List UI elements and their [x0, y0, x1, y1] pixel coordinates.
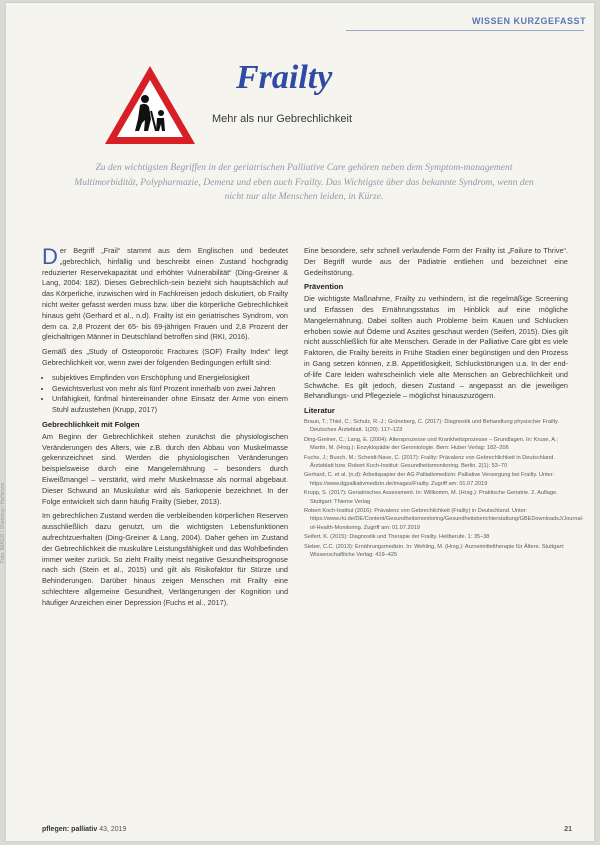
page-title: Frailty [236, 59, 333, 96]
index-paragraph: Gemäß des „Study of Osteoporotic Fractures (SOF) Frailty Index“ liegt Gebrechlichkeit vor, wenn zwei der folgenden Bedingungen erfüllt sind: [42, 347, 288, 367]
body-paragraph: Eine besondere, sehr schnell verlaufende Form der Frailty ist „Failure to Thrive“. Der Begriff wurde aus der Pädiatrie entliehen und bezeichnet eine Gedeihstörung. [304, 246, 568, 277]
reference-item: Krupp, S. (2017): Geriatrisches Assessment. In: Willkomm, M. (Hrsg.): Praktische Geriatrie. 2. Auflage. Stuttgart: Thieme Verlag [304, 490, 558, 505]
photo-credit: Foto: IMAGO / Shotshop / Heilbronn [0, 482, 6, 563]
intro-paragraph [42, 246, 288, 343]
reference-item: Seifert, K. (2015): Diagnostik und Therapie der Frailty. Heilberufe. 1: 35–38 [304, 534, 490, 541]
drop-cap: D [42, 244, 58, 269]
body-paragraph: Im gebrechlichen Zustand werden die verbleibenden körperlichen Reserven ausschließlich dazu genutzt, um die wichtigsten Lebensfunktionen aufrechtzuerhalten (Ding-Greiner & Lang, 2004). Daher gehen im Zustand der Gebrechlichkeit die muskuläre Leistungsfähigkeit und das Wohlbefinden immer weiter zurück. So zieht Frailty meist negative Gesundheitsprognose nach sich (Stein et al., 2015) und gilt als Risikofaktor für Stürze und Behinderungen. Darüber hinaus zeigen Menschen mit Frailty eine schlechtere allgemeine Gesundheit, Verlängerungen der Kognition und häufiger Anzeichen einer Depression (Fuchs et al., 2017). [42, 511, 288, 607]
criteria-item: • Gewichtsverlust von mehr als fünf Prozent innerhalb von zwei Jahren [52, 384, 288, 395]
section-label: WISSEN KURZGEFASST [471, 16, 586, 26]
right-column [304, 246, 584, 560]
reference-item: Fuchs, J.; Busch, M.; Scheidt-Nave, C. (2017): Frailty: Prävalenz von Gebrechlichkeit in Deutschland. Ärzteblatt bzw. Robert Koch-Institut: Gesundheitsmonitoring. Berlin. 2(1): 53–70 [304, 454, 555, 469]
body-paragraph: Die wichtigste Maßnahme, Frailty zu verhindern, ist die regelmäßige Screening und Erfassen des Ernährungsstatus im Hinblick auf eine mögliche Mangelernährung. Dabei sollten auch Probleme beim Kauen und Schlucken erhoben sowie auf Ödeme und Aszites geschaut werden (Seifert, 2015). Dies gilt nicht ausschließlich für alte Menschen. Gerade in der Palliative Care gibt es viele Faktoren, die Frailty bereits in Frühe Stadien einer begünstigen und den Prozess in Gang setzen können, z.B. Appetitlosigkeit, Schluckstörungen u.a. In der end-of-life Care leiden wahrscheinlich viele alte Menschen an Gebrechlichkeit und Schwäche. Es gilt jedoch, diesen Zustand – angepasst an die jeweiligen Behandlungs- und Pflegeziele – möglichst hinauszuzögern. [304, 294, 568, 401]
header-rule [346, 30, 584, 31]
section-heading-folgen: Gebrechlichkeit mit Folgen [42, 419, 140, 429]
references-list [304, 418, 584, 560]
reference-item: Robert Koch-Institut (2016): Prävalenz von Gebrechlichkeit (Frailty) in Deutschland. Unter: https://www.rki.de/DE/Content/Gesundheitsmonitoring/Gesundheitsberichterstattung/GBEDownloadsJ/Journal-of-Health-Monitoring. Zugriff am: 01.07.2019 [304, 508, 584, 531]
left-column [42, 246, 288, 613]
reference-item: Ding-Greiner, C.; Lang, E. (2004): Altersprozesse und Krankheitsprozesse – Grundlagen. In: Kruse, A.; Martin, M. (Hrsg.): Enzyklopädie der Gerontologie. Bern: Huber Verlag: 182–206 [304, 436, 559, 452]
criteria-item: • subjektives Empfinden von Erschöpfung und Energielosigkeit [52, 373, 288, 384]
reference-item: Sieber, C.C. (2013): Ernährungsmedizin. In: Wehling, M. (Hrsg.): Arzneimitteltherapie für Ältere. Stuttgart: Wissenschaftliche Verlag: 419–425 [304, 543, 565, 559]
warning-sign-icon [102, 63, 198, 147]
section-heading-praevention: Prävention [304, 282, 344, 292]
criteria-item: • Unfähigkeit, fünfmal hintereinander ohne Einsatz der Arme von einem Stuhl aufzustehen (Krupp, 2017) [52, 394, 288, 416]
intro-text: er Begriff „Frail“ stammt aus dem Englischen und bedeutet „gebrechlich, hinfällig und beschreibt einen Zustand hochgradig reduzierter Reservekapazität und erhöhter Vulnerabilität“ (Ding-Greiner & Lang, 2004: 182). Dieses Gebrechlich-sein bezieht sich hauptsächlich auf das Körperliche, inzwischen wird in Fachkreisen jedoch diskutiert, ob Frailty nicht weiter gefasst werden muss bzw. über die körperliche Gebrechlichkeit hinaus geht (Gerhard et al., n.d). Frailty ist ein geriatrisches Syndrom, von dem ca. 2,8 Prozent der 65- bis 69-jährigen Frauen und 2,8 Prozent der gleichaltrigen Männer in Deutschland betroffen sind (RKI, 2016). [42, 246, 288, 342]
lead-paragraph: Zu den wichtigsten Begriffen in der geriatrischen Palliative Care gehören neben dem Symptom-management Multimorbidität, Polypharmazie, Demenz und eben auch Frailty. Das Wichtigste über das bekannte Syndrom, wenn den nicht nur alte Menschen leiden, in Kürze. [74, 162, 534, 202]
journal-name: pflegen: palliativ [42, 826, 98, 833]
page-number: 21 [564, 826, 572, 833]
magazine-page [0, 3, 594, 841]
footer-journal [42, 826, 126, 833]
journal-issue: 43, 2019 [99, 826, 127, 833]
criteria-list [42, 373, 288, 416]
reference-item: Gerhard, C. et al. (n.d): Arbeitspapier der AG Palliativmedizin: Palliative Versorgung bei Frailty. Unter: https://www.dgpalliativmedizin.de/images/Frailty. Zugriff am: 01.07.2019 [304, 472, 555, 487]
body-paragraph: Am Beginn der Gebrechlichkeit stehen zunächst die physiologischen Veränderungen des Alters, wie z.B. durch den Abbau von Muskelmasse gekennzeichnet sind. Werden die physiologischen Veränderungen beispielsweise durch eine Mangelernährung – besonders durch Eiweißmangel – verstärkt, wird mehr Muskelmasse als normal abgebaut. Dieser Schwund an Muskulatur wird als Sarkopenie bezeichnet. In der Folge entwickelt sich dann häufig Frailty (Sieber, 2013). [42, 431, 288, 506]
section-heading-literatur: Literatur [304, 406, 335, 416]
reference-item: Braun, T.; Thiel, C.; Schulz, R.-J.; Grüneberg, C. (2017): Diagnostik und Behandlung physischer Frailty. Deutsches Ärzteblatt. 1(20): 117–123 [304, 418, 559, 434]
page-subtitle: Mehr als nur Gebrechlichkeit [212, 113, 353, 125]
